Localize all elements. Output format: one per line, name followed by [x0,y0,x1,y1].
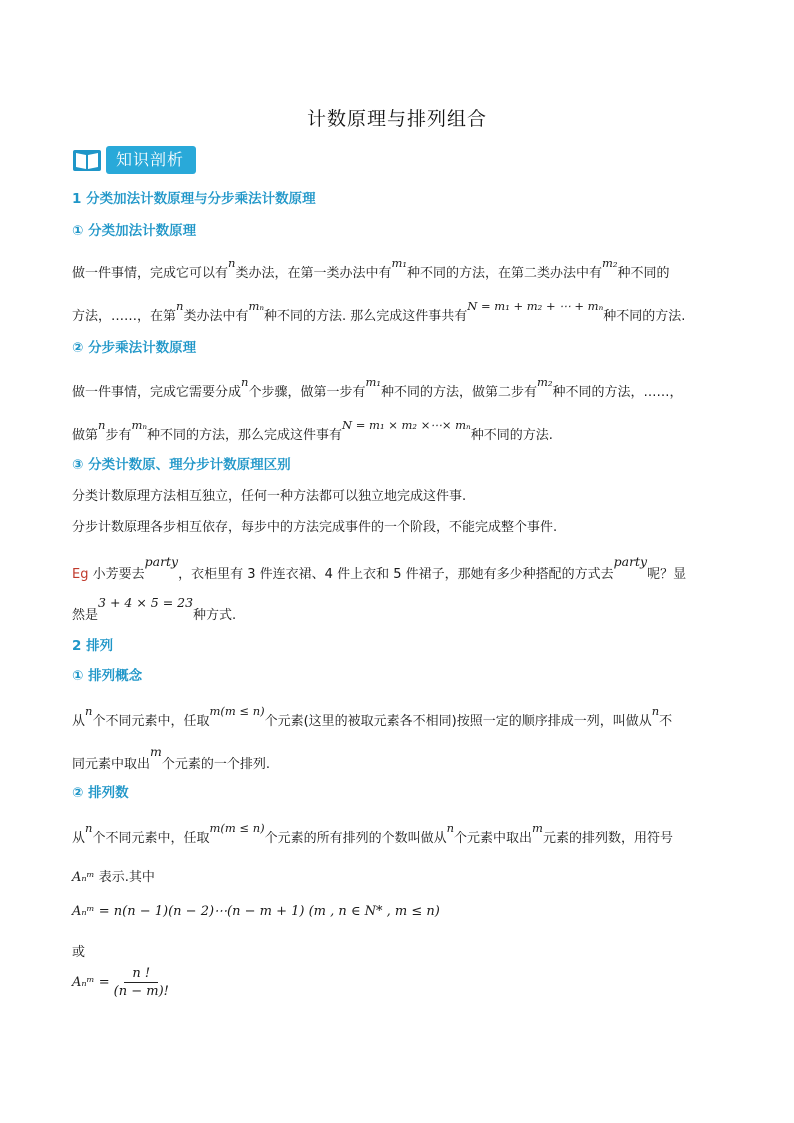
formula-permutation-factorial: Aₙᵐ = $\frac{n !}{(n - m)!}$ [72,966,169,999]
subheading-2-2: ② 排列数 [72,785,129,801]
banner-label: 知识剖析 [106,146,196,174]
eg-label: Eg [72,567,89,582]
subheading-1-2: ② 分步乘法计数原理 [72,340,197,356]
paragraph-2-2-line-1: 从n个不同元素中，任取m(m ≤ n)个元素的所有排列的个数叫做从n个元素中取出m元素的排列数，用符号 [72,821,673,846]
section-banner [72,146,196,174]
paragraph-1-3-line-1: 分类计数原理方法相互独立，任何一种方法都可以独立地完成这件事. [72,489,467,504]
subheading-1-3: ③ 分类计数原、理分步计数原理区别 [72,457,291,473]
paragraph-1-3-line-2: 分步计数原理各步相互依存，每步中的方法完成事件的一个阶段，不能完成整个事件. [72,520,558,535]
section-heading-1: 1 分类加法计数原理与分步乘法计数原理 [72,191,316,207]
fraction: $\frac{n !}{(n - m)!}$ [113,966,169,999]
paragraph-1-1-line-2: 方法，……，在第n类办法中有mₙ种不同的方法. 那么完成这件事共有N = m₁ + m₂ + ⋯ + mₙ种不同的方法. [72,299,686,324]
paragraph-1-1-line-1: 做一件事情，完成它可以有n类办法，在第一类办法中有m₁种不同的方法，在第二类办法中有m₂种不同的 [72,256,670,281]
example-line-1: Eg 小芳要去party，衣柜里有 3 件连衣裙、4 件上衣和 5 件裙子，那她有多少种搭配的方式去party呢？显 [72,554,687,582]
example-line-2: 然是3 + 4 × 5 = 23种方式. [72,595,237,623]
page-title: 计数原理与排列组合 [306,108,487,130]
open-book-icon [72,147,102,173]
paragraph-2-1-line-2: 同元素中取出m个元素的一个排列. [72,744,271,772]
formula-permutation-product: Aₙᵐ = n(n − 1)(n − 2)⋯(n − m + 1) (m , n ∈ N* , m ≤ n) [72,904,440,919]
paragraph-2-2-line-2: Aₙᵐ 表示.其中 [72,870,155,885]
subheading-1-1: ① 分类加法计数原理 [72,223,197,239]
section-heading-2: 2 排列 [72,638,114,654]
paragraph-1-2-line-2: 做第n步有mₙ种不同的方法，那么完成这件事有N = m₁ × m₂ ×⋯× mₙ种不同的方法. [72,418,553,443]
subheading-2-1: ① 排列概念 [72,668,143,684]
paragraph-1-2-line-1: 做一件事情，完成它需要分成n个步骤，做第一步有m₁种不同的方法，做第二步有m₂种不同的方法，……， [72,375,683,400]
or-text: 或 [72,945,86,960]
paragraph-2-1-line-1: 从n个不同元素中，任取m(m ≤ n)个元素(这里的被取元素各不相同)按照一定的顺序排成一列，叫做从n不 [72,704,673,729]
